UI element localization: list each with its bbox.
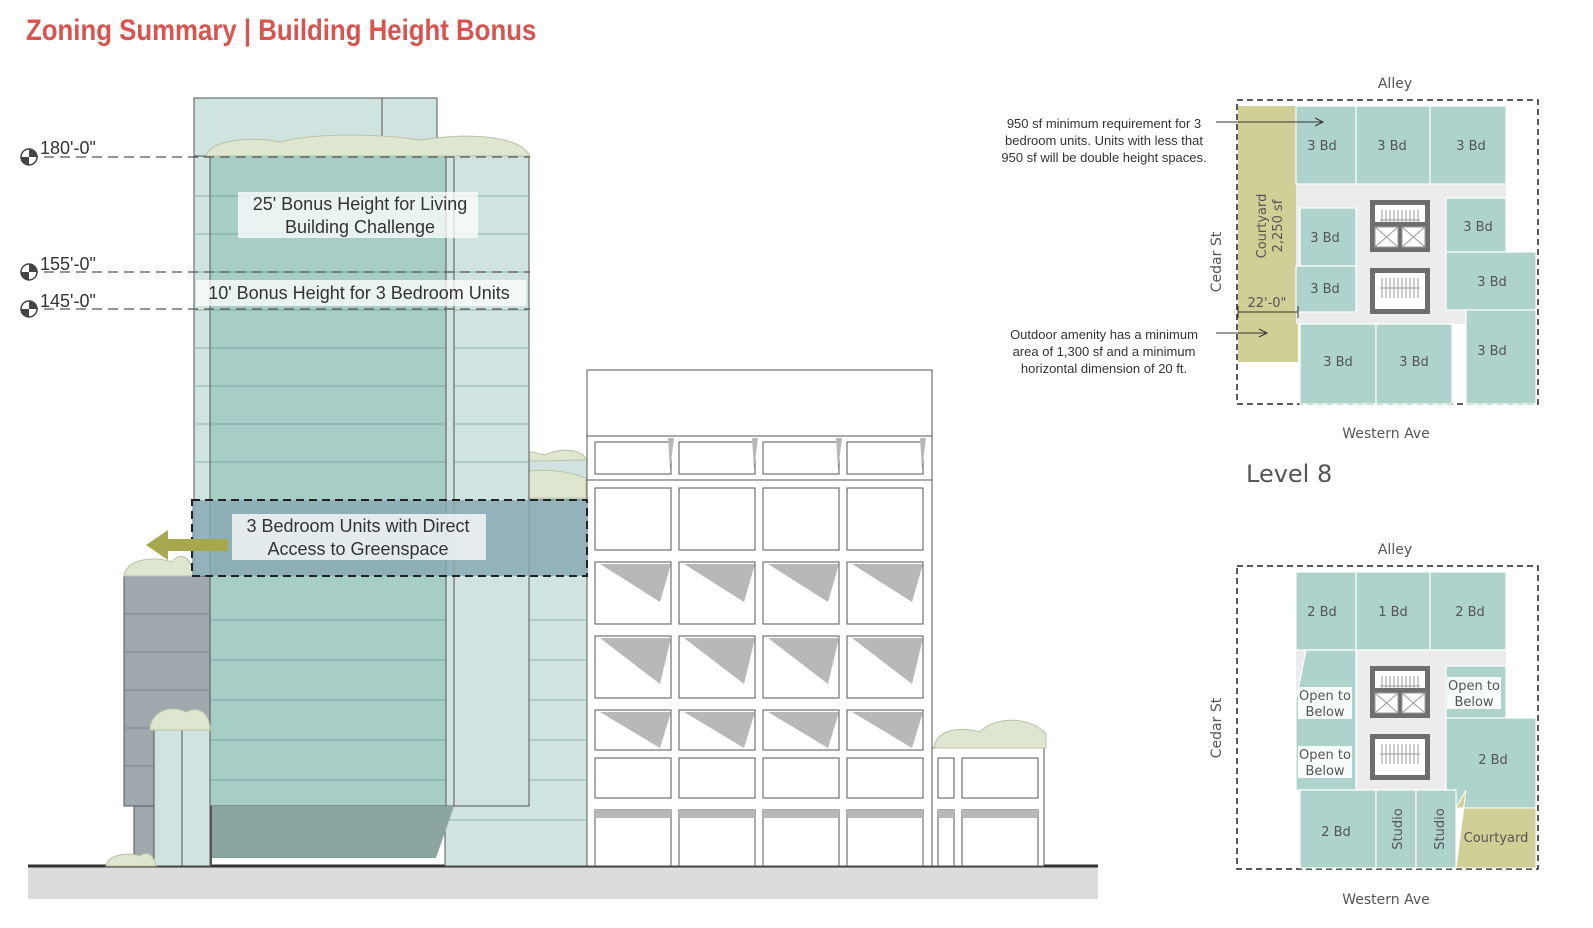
courtyard-label: Courtyard [1255,193,1270,259]
unit-3bd: 3 Bd [1477,344,1507,359]
open-to-below-c: Open to [1448,679,1500,694]
greenspace-label-1: 3 Bedroom Units with Direct [246,516,470,536]
floor-plan-level-8 [1001,76,1538,442]
unit-3bd: 3 Bd [1463,220,1493,235]
note-units-1: 950 sf minimum requirement for 3 [1006,116,1202,131]
dimension-22ft: 22'-0" [1247,296,1287,311]
unit-2bd-d: 2 Bd [1321,825,1351,840]
plan-lower-western-label: Western Ave [1342,892,1430,908]
unit-3bd: 3 Bd [1310,231,1340,246]
open-to-below-b: Open to [1299,748,1351,763]
studio-b: Studio [1433,808,1448,850]
page-title: Zoning Summary | Building Height Bonus [26,14,537,47]
greenspace-label-2: Access to Greenspace [267,539,449,559]
unit-1bd: 1 Bd [1378,605,1408,620]
bonus-10-label: 10' Bonus Height for 3 Bedroom Units [208,283,510,303]
open-to-below-a2: Below [1305,705,1345,720]
plan-lower-cedar-label: Cedar St [1209,697,1225,759]
unit-3bd: 3 Bd [1307,139,1337,154]
building-elevation [21,98,1098,899]
unit-2bd-b: 2 Bd [1455,605,1485,620]
note-units-2: bedroom units. Units with less that [1005,133,1203,148]
unit-3bd: 3 Bd [1377,139,1407,154]
unit-2bd-a: 2 Bd [1307,605,1337,620]
level-155: 155'-0" [40,254,96,274]
studio-a: Studio [1391,808,1406,850]
plan8-cedar-label: Cedar St [1209,231,1225,293]
plan8-western-label: Western Ave [1342,426,1430,442]
unit-3bd: 3 Bd [1323,355,1353,370]
note-amenity-1: Outdoor amenity has a minimum [1010,327,1198,342]
floor-plan-lower [1209,542,1538,908]
unit-3bd: 3 Bd [1456,139,1486,154]
unit-3bd: 3 Bd [1477,275,1507,290]
courtyard-lower-label: Courtyard [1463,831,1529,846]
note-amenity-3: horizontal dimension of 20 ft. [1020,361,1188,376]
open-to-below-b2: Below [1305,764,1345,779]
note-amenity-2: area of 1,300 sf and a minimum [1012,344,1196,359]
bonus-25-label-1: 25' Bonus Height for Living [252,194,468,214]
open-to-below-a: Open to [1299,689,1351,704]
unit-3bd: 3 Bd [1310,282,1340,297]
plan8-alley-label: Alley [1377,76,1413,92]
adjacent-building [587,370,1046,866]
plan-lower-alley-label: Alley [1377,542,1413,558]
bonus-25-label-2: Building Challenge [284,217,436,237]
unit-2bd-c: 2 Bd [1478,753,1508,768]
open-to-below-c2: Below [1454,695,1494,710]
level-180: 180'-0" [40,138,96,158]
note-units-3: 950 sf will be double height spaces. [1001,150,1207,165]
courtyard-area: 2,250 sf [1271,199,1286,253]
level-8-label: Level 8 [1246,460,1333,488]
level-145: 145'-0" [40,291,96,311]
unit-3bd: 3 Bd [1399,355,1429,370]
